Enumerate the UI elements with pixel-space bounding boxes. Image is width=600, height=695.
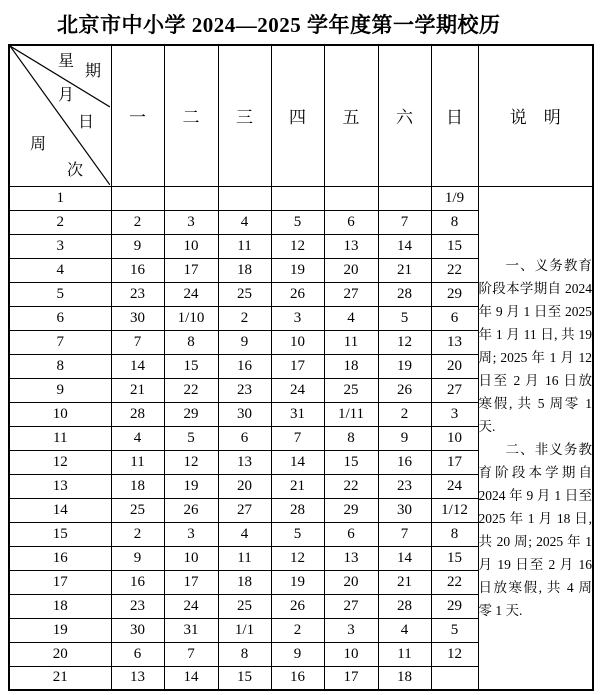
date-cell: 15 [431, 234, 478, 258]
date-cell: 7 [271, 426, 324, 450]
date-cell: 16 [218, 354, 271, 378]
date-cell: 29 [164, 402, 218, 426]
week-number-cell: 9 [9, 378, 111, 402]
date-cell: 30 [378, 498, 431, 522]
notes-cell [478, 186, 593, 690]
day-header-sun: 日 [431, 45, 478, 186]
date-cell: 7 [378, 210, 431, 234]
date-cell: 6 [431, 306, 478, 330]
date-cell: 14 [271, 450, 324, 474]
note-paragraph: 一、义务教育阶段本学期自 2024 年 9 月 1 日至 2025 年 1 月 11 日, 共 19 周; 2025 年 1 月 12 日至 2 月 16 日放寒假, 共 5 周零 1 天. [478, 257, 592, 434]
day-header-fri: 五 [324, 45, 378, 186]
date-cell: 18 [111, 474, 164, 498]
date-cell: 23 [378, 474, 431, 498]
date-cell: 23 [111, 594, 164, 618]
date-cell: 2 [111, 522, 164, 546]
date-cell: 26 [271, 594, 324, 618]
date-cell: 22 [164, 378, 218, 402]
date-cell: 12 [164, 450, 218, 474]
date-cell: 6 [324, 522, 378, 546]
date-cell: 17 [164, 570, 218, 594]
date-cell: 19 [271, 570, 324, 594]
date-cell: 31 [164, 618, 218, 642]
date-cell: 2 [111, 210, 164, 234]
date-cell: 28 [378, 282, 431, 306]
week-number-cell: 12 [9, 450, 111, 474]
date-cell: 1/11 [324, 402, 378, 426]
date-cell: 16 [111, 570, 164, 594]
date-cell: 8 [164, 330, 218, 354]
date-cell: 11 [218, 234, 271, 258]
date-cell: 30 [111, 306, 164, 330]
week-number-cell: 6 [9, 306, 111, 330]
date-cell: 5 [271, 522, 324, 546]
date-cell: 30 [218, 402, 271, 426]
date-cell: 14 [164, 666, 218, 690]
date-cell: 5 [431, 618, 478, 642]
date-cell: 1/10 [164, 306, 218, 330]
day-header-wed: 三 [218, 45, 271, 186]
corner-label-weekday-1: 星 [58, 53, 75, 70]
date-cell: 11 [324, 330, 378, 354]
date-cell: 12 [271, 546, 324, 570]
date-cell: 30 [111, 618, 164, 642]
date-cell: 19 [271, 258, 324, 282]
date-cell: 18 [218, 258, 271, 282]
date-cell: 17 [164, 258, 218, 282]
date-cell: 4 [324, 306, 378, 330]
date-cell: 16 [271, 666, 324, 690]
date-cell: 12 [378, 330, 431, 354]
week-number-cell: 5 [9, 282, 111, 306]
date-cell: 2 [218, 306, 271, 330]
date-cell: 9 [111, 234, 164, 258]
date-cell: 15 [431, 546, 478, 570]
date-cell: 15 [164, 354, 218, 378]
date-cell: 24 [431, 474, 478, 498]
date-cell: 18 [324, 354, 378, 378]
date-cell: 1/1 [218, 618, 271, 642]
date-cell: 20 [218, 474, 271, 498]
corner-label-month: 月 [58, 87, 75, 104]
date-cell [324, 186, 378, 210]
date-cell [431, 666, 478, 690]
date-cell: 16 [111, 258, 164, 282]
date-cell: 21 [111, 378, 164, 402]
date-cell: 5 [271, 210, 324, 234]
date-cell: 6 [111, 642, 164, 666]
date-cell: 8 [324, 426, 378, 450]
date-cell: 14 [111, 354, 164, 378]
date-cell: 2 [271, 618, 324, 642]
date-cell: 3 [164, 210, 218, 234]
week-number-cell: 18 [9, 594, 111, 618]
date-cell: 3 [271, 306, 324, 330]
date-cell: 4 [218, 522, 271, 546]
date-cell: 28 [378, 594, 431, 618]
date-cell [111, 186, 164, 210]
week-number-cell: 14 [9, 498, 111, 522]
page-title: 北京市中小学 2024—2025 学年度第一学期校历 [57, 13, 501, 37]
day-header-sat: 六 [378, 45, 431, 186]
date-cell: 6 [324, 210, 378, 234]
date-cell: 8 [431, 522, 478, 546]
week-number-cell: 7 [9, 330, 111, 354]
date-cell: 31 [271, 402, 324, 426]
week-number-cell: 10 [9, 402, 111, 426]
week-number-cell: 21 [9, 666, 111, 690]
date-cell: 29 [431, 282, 478, 306]
date-cell: 15 [218, 666, 271, 690]
date-cell: 21 [378, 258, 431, 282]
date-cell: 1/12 [431, 498, 478, 522]
week-number-cell: 4 [9, 258, 111, 282]
date-cell: 11 [111, 450, 164, 474]
date-cell: 24 [164, 282, 218, 306]
week-number-cell: 19 [9, 618, 111, 642]
date-cell: 16 [378, 450, 431, 474]
date-cell: 26 [271, 282, 324, 306]
date-cell: 24 [164, 594, 218, 618]
date-cell: 14 [378, 546, 431, 570]
week-number-cell: 20 [9, 642, 111, 666]
header-row [9, 45, 593, 186]
date-cell: 15 [324, 450, 378, 474]
date-cell: 10 [164, 234, 218, 258]
week-number-cell: 16 [9, 546, 111, 570]
date-cell [378, 186, 431, 210]
date-cell: 10 [271, 330, 324, 354]
date-cell [271, 186, 324, 210]
week-number-cell: 8 [9, 354, 111, 378]
date-cell: 29 [431, 594, 478, 618]
date-cell: 20 [324, 570, 378, 594]
date-cell: 19 [378, 354, 431, 378]
date-cell: 27 [431, 378, 478, 402]
week-number-cell: 13 [9, 474, 111, 498]
date-cell: 7 [378, 522, 431, 546]
notes-header: 说 明 [478, 45, 593, 186]
date-cell: 4 [111, 426, 164, 450]
date-cell [164, 186, 218, 210]
date-cell: 13 [431, 330, 478, 354]
calendar-table [8, 44, 594, 691]
date-cell: 13 [218, 450, 271, 474]
date-cell: 12 [271, 234, 324, 258]
date-cell: 3 [164, 522, 218, 546]
date-cell: 8 [218, 642, 271, 666]
date-cell: 25 [218, 282, 271, 306]
date-cell: 21 [271, 474, 324, 498]
week-number-cell: 3 [9, 234, 111, 258]
date-cell: 7 [164, 642, 218, 666]
date-cell: 3 [431, 402, 478, 426]
note-paragraph: 二、非义务教育阶段本学期自 2024 年 9 月 1 日至 2025 年 1 月 18 日, 共 20 周; 2025 年 1 月 19 日至 2 月 16 日放寒假, 共 4 周零 1 天. [478, 441, 592, 618]
date-cell: 1/9 [431, 186, 478, 210]
date-cell: 20 [431, 354, 478, 378]
date-cell: 9 [111, 546, 164, 570]
date-cell: 11 [378, 642, 431, 666]
corner-label-weekday-2: 期 [85, 63, 102, 80]
date-cell: 26 [378, 378, 431, 402]
date-cell: 28 [111, 402, 164, 426]
date-cell: 6 [218, 426, 271, 450]
date-cell: 4 [218, 210, 271, 234]
date-cell: 5 [378, 306, 431, 330]
date-cell: 9 [218, 330, 271, 354]
date-cell: 27 [218, 498, 271, 522]
week-number-cell: 1 [9, 186, 111, 210]
date-cell: 24 [271, 378, 324, 402]
date-cell: 17 [324, 666, 378, 690]
corner-label-week-2: 次 [67, 162, 84, 179]
date-cell: 17 [271, 354, 324, 378]
date-cell: 21 [378, 570, 431, 594]
date-cell: 22 [431, 570, 478, 594]
week-number-cell: 17 [9, 570, 111, 594]
date-cell: 27 [324, 282, 378, 306]
date-cell: 12 [431, 642, 478, 666]
date-cell: 22 [431, 258, 478, 282]
date-cell: 23 [218, 378, 271, 402]
week-number-cell: 2 [9, 210, 111, 234]
date-cell: 27 [324, 594, 378, 618]
corner-cell [9, 45, 111, 186]
date-cell: 19 [164, 474, 218, 498]
date-cell: 2 [378, 402, 431, 426]
week-number-cell: 15 [9, 522, 111, 546]
date-cell: 9 [271, 642, 324, 666]
date-cell: 28 [271, 498, 324, 522]
date-cell: 13 [111, 666, 164, 690]
date-cell: 5 [164, 426, 218, 450]
date-cell: 17 [431, 450, 478, 474]
corner-label-week-1: 周 [30, 136, 47, 153]
week-row [9, 186, 593, 210]
week-number-cell: 11 [9, 426, 111, 450]
date-cell [218, 186, 271, 210]
date-cell: 20 [324, 258, 378, 282]
date-cell: 3 [324, 618, 378, 642]
day-header-mon: 一 [111, 45, 164, 186]
date-cell: 9 [378, 426, 431, 450]
date-cell: 8 [431, 210, 478, 234]
date-cell: 7 [111, 330, 164, 354]
date-cell: 14 [378, 234, 431, 258]
date-cell: 26 [164, 498, 218, 522]
date-cell: 18 [218, 570, 271, 594]
date-cell: 25 [111, 498, 164, 522]
day-header-tue: 二 [164, 45, 218, 186]
date-cell: 29 [324, 498, 378, 522]
date-cell: 25 [218, 594, 271, 618]
date-cell: 4 [378, 618, 431, 642]
date-cell: 22 [324, 474, 378, 498]
date-cell: 18 [378, 666, 431, 690]
date-cell: 11 [218, 546, 271, 570]
date-cell: 10 [324, 642, 378, 666]
date-cell: 25 [324, 378, 378, 402]
date-cell: 13 [324, 234, 378, 258]
day-header-thu: 四 [271, 45, 324, 186]
date-cell: 23 [111, 282, 164, 306]
date-cell: 10 [431, 426, 478, 450]
date-cell: 13 [324, 546, 378, 570]
corner-label-day: 日 [78, 114, 95, 131]
date-cell: 10 [164, 546, 218, 570]
